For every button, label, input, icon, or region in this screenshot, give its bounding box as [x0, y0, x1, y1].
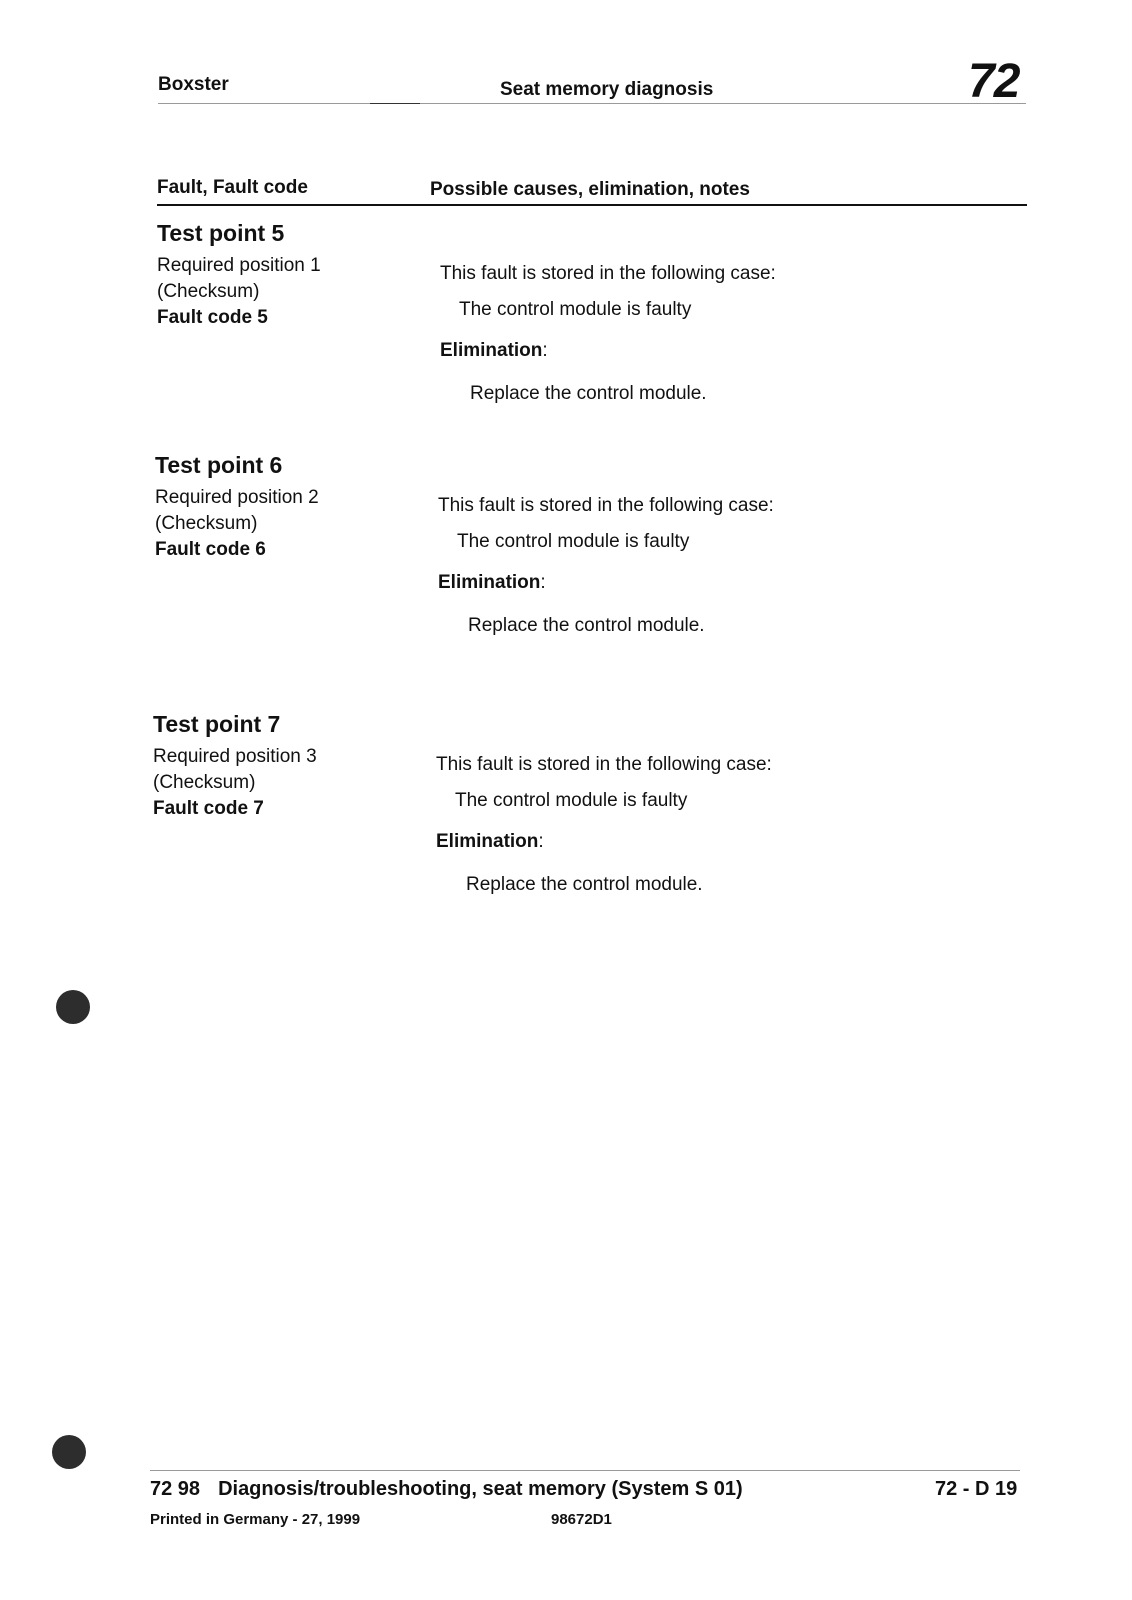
test-point-block [153, 711, 317, 822]
test-point-title: Test point 6 [155, 452, 283, 478]
footer-page-number: 72 - D 19 [935, 1478, 1018, 1500]
footer-doc-id: 98672D1 [551, 1511, 612, 1528]
fault-code: Fault code 5 [157, 307, 268, 328]
footer-title [150, 1478, 743, 1501]
cause-intro: This fault is stored in the following case: [436, 754, 772, 775]
footer-code: 72 98 [150, 1478, 201, 1500]
cause-intro: This fault is stored in the following case: [438, 495, 774, 516]
elimination-label: Elimination: [438, 572, 546, 593]
elimination-label: Elimination: [436, 831, 544, 852]
cause-item: The control module is faulty [459, 299, 692, 320]
checksum-label: (Checksum) [157, 281, 260, 302]
required-position: Required position 2 [155, 487, 319, 508]
footer-printed: Printed in Germany - 27, 1999 [150, 1511, 361, 1528]
elimination-action: Replace the control module. [468, 615, 705, 636]
cause-item: The control module is faulty [455, 790, 688, 811]
binder-hole [52, 1435, 86, 1469]
required-position: Required position 1 [157, 255, 321, 276]
fault-code: Fault code 7 [153, 798, 264, 819]
cause-item: The control module is faulty [457, 531, 690, 552]
checksum-label: (Checksum) [155, 513, 258, 534]
checksum-label: (Checksum) [153, 772, 256, 793]
test-point-title: Test point 7 [153, 711, 281, 737]
elimination-label: Elimination: [440, 340, 548, 361]
column-heading-fault: Fault, Fault code [157, 177, 308, 198]
test-point-block [155, 452, 319, 563]
header-model: Boxster [158, 74, 229, 95]
column-heading-rule [157, 204, 1027, 206]
column-heading-causes: Possible causes, elimination, notes [430, 179, 750, 200]
binder-hole [56, 990, 90, 1024]
header-rule-accent [370, 103, 420, 104]
footer-title-text: Diagnosis/troubleshooting, seat memory (System S 01) [218, 1478, 743, 1500]
test-point-block [157, 220, 321, 331]
cause-intro: This fault is stored in the following case: [440, 263, 776, 284]
header-title: Seat memory diagnosis [500, 79, 714, 100]
footer-rule [150, 1470, 1020, 1471]
elimination-action: Replace the control module. [470, 383, 707, 404]
required-position: Required position 3 [153, 746, 317, 767]
fault-code: Fault code 6 [155, 539, 266, 560]
elimination-action: Replace the control module. [466, 874, 703, 895]
header-rule [158, 103, 1026, 104]
chapter-number: 72 [968, 55, 1020, 108]
test-point-title: Test point 5 [157, 220, 285, 246]
